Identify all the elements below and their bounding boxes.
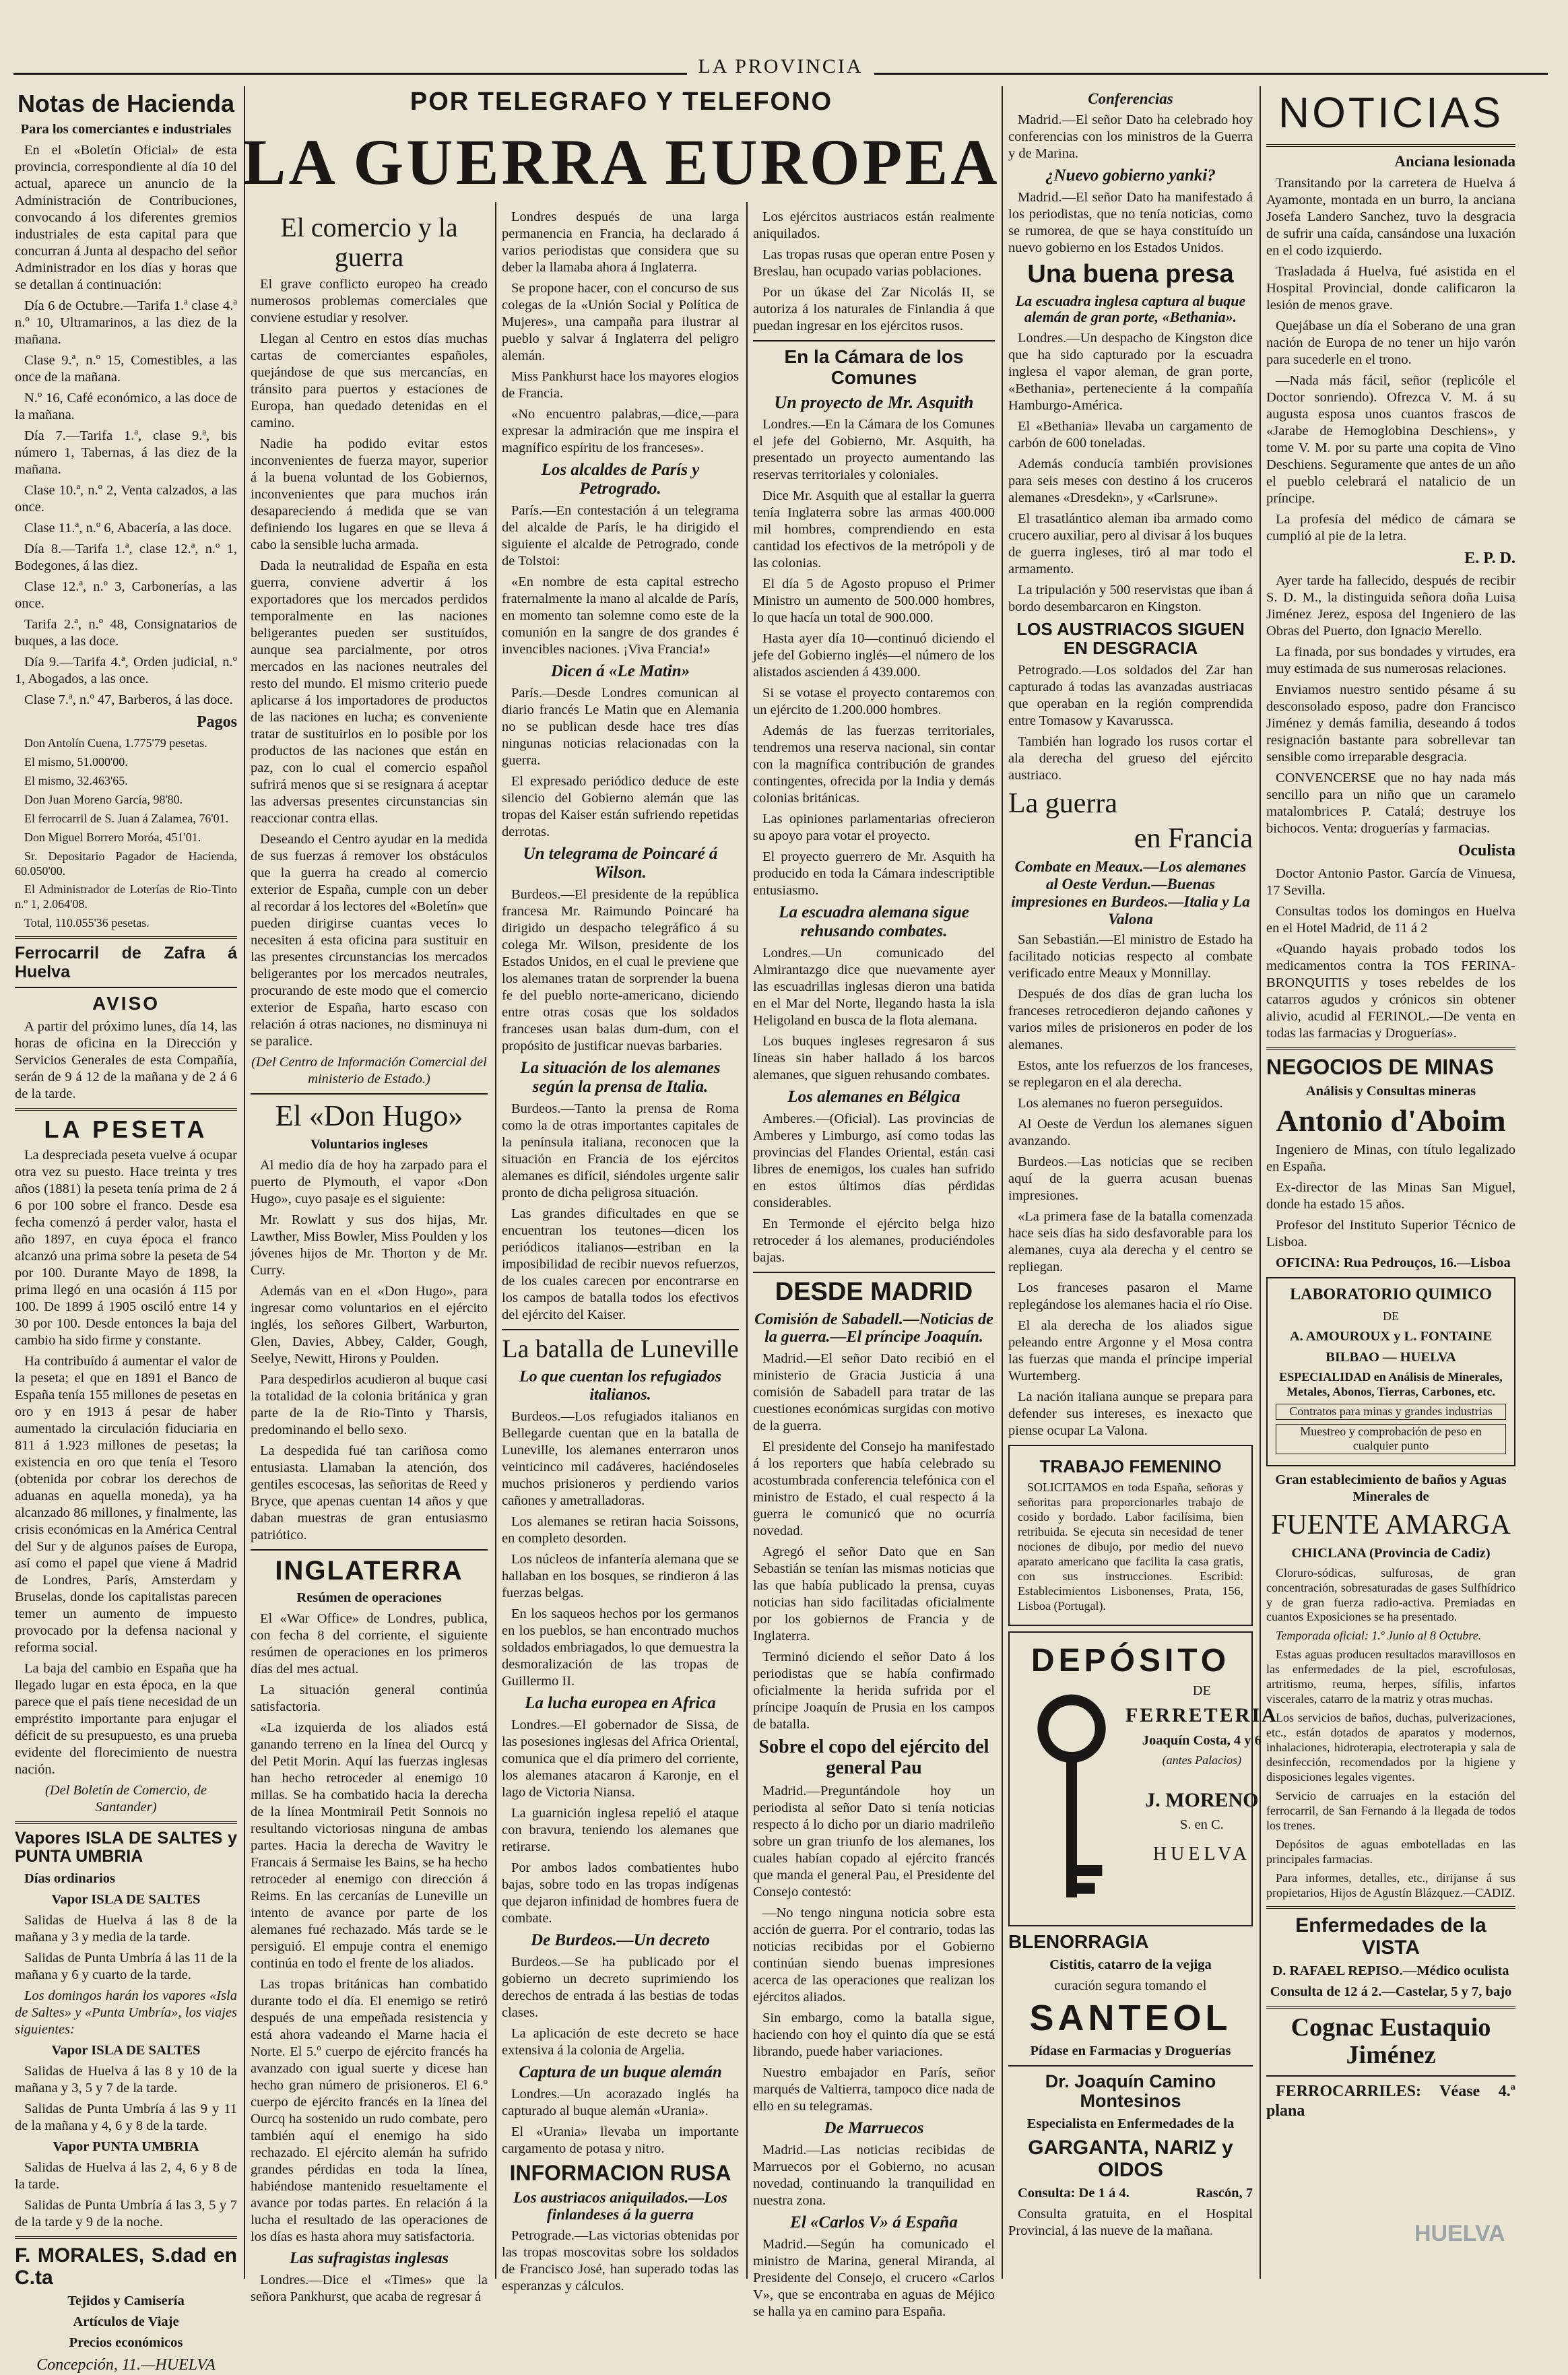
article-text: Burdeos.—Tanto la prensa de Roma como la de otras importantes capitales de la península italiana, reconocen que la situación en Francia de los ejércitos alemanes es difícil, siéndoles urgente salir pronto de dicha peligrosa situación. [502, 1101, 739, 1200]
madrid-heading: DESDE MADRID [775, 1277, 973, 1306]
masthead [13, 55, 1548, 82]
peseta-text: La baja del cambio en España que ha llegado lugar en esta época, en la que parece que el país tiene necesidad de un empréstito importante para enjugar el déficit de su presupuesto, es una prueba evidente del florecimiento de nuestra nación. [15, 1660, 237, 1777]
divider [251, 1549, 488, 1551]
article-text: Hasta ayer día 10—continuó diciendo el jefe del Gobierno inglés—el número de los alistados ascienden á 439.000. [753, 630, 995, 680]
ferreteria-city: HUELVA [1152, 1844, 1251, 1865]
repiso-consulta: Consulta de 12 á 2.—Castelar, 5 y 7, bajo [1270, 1984, 1512, 1999]
article-source: (Del Centro de Información Comercial del ministerio de Estado.) [251, 1055, 487, 1086]
schedule-text: Los domingos harán los vapores «Isla de Saltes» y «Punta Umbría», los viajes siguientes: [15, 1988, 237, 2037]
aboim-name: Antonio d'Aboim [1276, 1103, 1506, 1138]
repiso-name: D. RAFAEL REPISO.—Médico oculista [1272, 1963, 1509, 1978]
article-text: La despedida fué tan cariñosa como entusiasta. Llamaban la atención, dos gentiles escocesas, las señoritas de Reed y Bryce, que apenas cuentan 14 años y que daban muestras de gran entusiasmo patriótico. [251, 1443, 488, 1543]
schedule-text: Salidas de Huelva á las 2, 4, 6 y 8 de la tarde. [15, 2159, 237, 2192]
captura-heading: Captura de un buque alemán [519, 2062, 722, 2081]
article-text: En los saqueos hechos por los germanos en los pueblos, se han encontrado muchos soldados embriagados, lo que demuestra la desmoralización de las tropas de Guillermo II. [502, 1606, 739, 1689]
divider [15, 1821, 237, 1824]
anciana-heading: Anciana lesionada [1394, 153, 1515, 170]
burdeos-heading: De Burdeos.—Un decreto [531, 1930, 710, 1949]
article-text: Las grandes dificultades en que se encuentran los teutones—dicen los periódicos italianos—estriban en la imposibilidad de recibir nuevos refuerzos, de los cuales carecen por encontrarse en los campos de batalla todos los efectivos del ejército del Kaiser. [502, 1206, 739, 1322]
peseta-source: (Del Boletín de Comercio, de Santander) [44, 1782, 207, 1815]
article-text: En Termonde el ejército belga hizo retroceder á los alemanes, produciéndoles bajas. [753, 1216, 995, 1265]
peseta-text: La despreciada peseta vuelve á ocupar otra vez su puesto. Hace treinta y tres años (1881) la peseta tenía prima de 2 á 6 por 100 sobre el franco. Desde esa fecha comenzó á perder valor, hasta el año 1897, en cuya época el franco alcanzó una prima sobre la peseta de 54 por 100. Durante Mayo de 1898, la prima llegó en una ocasión á 115 por 100. De 1899 á 1905 osciló entre 14 y 30 por 100. Desde entonces la baja del cambio ha sido firme y constante. [15, 1147, 237, 1348]
article-text: San Sebastián.—El ministro de Estado ha facilitado noticias respecto al combate verificado entre Meaux y Monnillay. [1008, 932, 1253, 981]
article-text: El día 5 de Agosto propuso el Primer Ministro un aumento de 500.000 hombres, lo que hacía un total de 900.000. [753, 576, 995, 625]
article-text: El «Bethania» llevaba un cargamento de carbón de 600 toneladas. [1008, 418, 1253, 451]
article-text: La profesía del médico de cámara se cumplió al pie de la letra. [1266, 512, 1515, 544]
article-text: —No tengo ninguna noticia sobre esta acción de guerra. Por el contrario, todas las noticias recibidas por el Gobierno continúan siendo buenas impresiones acerca de las operaciones que realizan los ejércitos aliados. [753, 1905, 995, 2005]
yanki-heading: ¿Nuevo gobierno yanki? [1045, 166, 1216, 185]
tarifa-item: Día 6 de Octubre.—Tarifa 1.ª clase 4.ª n.º 10, Ultramarinos, a las diez de la mañana. [15, 298, 237, 347]
article-text: Llegan al Centro en estos días muchas cartas de comerciantes españoles, quejándose de que sus mercancías, en tránsito para puertos y estaciones de Europa, han quedado detenidas en el camino. [251, 331, 488, 430]
divider [1266, 2006, 1515, 2009]
lab-spec: ESPECIALIDAD en Análisis de Minerales, Metales, Abonos, Tierras, Carbones, etc. [1279, 1369, 1503, 1398]
article-text: Madrid.—El señor Dato ha celebrado hoy conferencias con los ministros de la Guerra y de Marina. [1008, 112, 1253, 161]
schedule-text: Salidas de Punta Umbría á las 11 de la mañana y 6 y cuarto de la tarde. [15, 1950, 237, 1982]
article-text: Enviamos nuestro sentido pésame á su desconsolado esposo, padre don Francisco Jiménez y demás familia, deseando á todos resignación bastante para sobrellevar tan sensible como irreparable desgracia. [1266, 682, 1515, 765]
article-text: La finada, por sus bondades y virtudes, era muy estimada de sus numerosas relaciones. [1266, 645, 1515, 677]
pau-heading: Sobre el copo del ejército del general Pau [758, 1736, 989, 1779]
article-text: «La primera fase de la batalla comenzada hace seis días ha sido desfavorable para los alemanes, cuya ala derecha y el centro se repliegan. [1008, 1209, 1253, 1275]
divider [251, 1093, 488, 1095]
article-text: Madrid.—Las noticias recibidas de Marruecos por el Gobierno, no acusan novedad, continuando la tranquilidad en nuestra zona. [753, 2142, 995, 2208]
fuente-text: Estas aguas producen resultados maravillosos en las enfermedades de la piel, escrofulosas, artritismo, reuma, herpes, sífilis, infartos viscerales, catarro de la matriz y otras muchas. [1266, 1648, 1515, 1706]
article-text: CONVENCERSE que no hay nada más sencillo para un niño que un caramelo matalombrices P. Catalá; destruye los bichocos. Venta: droguerías y farmacias. [1266, 771, 1515, 837]
lab-muestras: Muestreo y comprobación de peso en cualquier punto [1276, 1424, 1506, 1455]
banner-title: LA GUERRA EUROPEA [242, 126, 1000, 198]
article-text: Las tropas rusas que operan entre Posen y Breslau, han ocupado varias poblaciones. [753, 247, 995, 279]
article-text: El «War Office» de Londres, publica, con fecha 8 del corriente, el siguiente resúmen de operaciones en los primeros días del mes actual. [251, 1611, 488, 1677]
doctor-spec-2: GARGANTA, NARIZ y OIDOS [1028, 2136, 1233, 2181]
sufragistas-heading: Las sufragistas inglesas [289, 2250, 449, 2268]
fuente-pre: Gran establecimiento de baños y Aguas Minerales de [1275, 1472, 1507, 1505]
article-text: Londres.—El gobernador de Sissa, de las posesiones inglesas del Africa Oriental, comunica que el día primero del corriente, los alemanes atacaron á Karonje, en el lago de Victoria Niansa. [502, 1717, 739, 1800]
chiclana: CHICLANA (Provincia de Cadiz) [1291, 1545, 1491, 1561]
fuente-text: Para informes, detalles, etc., dirijanse á sus propietarios, Hijos de Agustín Blázquez.—CADIZ. [1266, 1870, 1515, 1899]
article-text: Ayer tarde ha fallecido, después de recibir S. D. M., la distinguida señora doña Luisa Jiménez Jerez, esposa del Ingeniero de las Obras del Puerto, don Ignacio Merello. [1266, 573, 1515, 639]
morales-line: Artículos de Viaje [73, 2314, 179, 2329]
article-text: Trasladada á Huelva, fué asistida en el Hospital Provincial, donde calificaron la lesión de menos grave. [1266, 264, 1515, 313]
pago-item: Don Juan Moreno García, 98'80. [24, 792, 183, 806]
article-text: Miss Pankhurst hace los mayores elogios de Francia. [502, 369, 739, 401]
article-text: «Quando hayais probado todos los medicamentos contra la TOS FERINA-BRONQUITIS y toses rebeldes de los catarros agudos y crónicos sin obtener alivio, acudid al FERINOL.—De venta en todas las farmacias y Droguerías». [1266, 941, 1515, 1041]
schedule-text: Salidas de Punta Umbría á las 3, 5 y 7 de la tarde y 9 de la noche. [15, 2197, 237, 2230]
poincare-heading: Un telegrama de Poincaré á Wilson. [523, 845, 718, 882]
article-text: El grave conflicto europeo ha creado numerosos problemas comerciales que conviene estudiar y resolver. [251, 277, 488, 325]
fuente-text: Cloruro-sódicas, sulfurosas, de gran concentración, sobresaturadas de gases Sulfhídrico y de gran fuerza radio-activa. Premiadas en cuantos Exposiciones se ha presentado. [1266, 1565, 1515, 1624]
article-text: Además van en el «Don Hugo», para ingresar como voluntarios en el ejército inglés, los señores Gilbert, Warburton, Glen, Davies, Abbey, Calder, Gough, Seelye, Newitt, Hirons y Poulden. [251, 1284, 488, 1367]
blenorragia-heading: BLENORRAGIA [1008, 1931, 1149, 1953]
lab-cities: BILBAO — HUELVA [1326, 1349, 1456, 1365]
article-text: Madrid.—El señor Dato ha manifestado á los periodistas, que no tenía noticias, como se rumorea, de que se haya constituído un nuevo gobierno en los Estados Unidos. [1008, 189, 1253, 255]
vista-heading: Enfermedades de la VISTA [1295, 1914, 1487, 1959]
ferreteria-address-note: (antes Palacios) [1162, 1753, 1242, 1767]
article-text: París.—En contestación á un telegrama del alcalde de París, le ha dirigido el siguiente el alcalde de Petrogrado, conde de Tolstoi: [502, 503, 739, 568]
blenorragia-cure: curación segura tomando el [1054, 1978, 1207, 1994]
santeol-title: SANTEOL [1029, 1998, 1232, 2039]
article-text: Burdeos.—Las noticias que se reciben aquí de la guerra acusan buenas impresiones. [1008, 1154, 1253, 1204]
column-2 [251, 209, 488, 2305]
doctor-name: Dr. Joaquín Camino Montesinos [1045, 2071, 1216, 2112]
luneville-heading: La batalla de Luneville [502, 1335, 739, 1363]
article-text: El ala derecha de los aliados sigue peleando entre Argonne y el Mosa contra las fuerzas que manda el príncipe imperial Wurtemberg. [1008, 1318, 1253, 1384]
fuente-temporada: Temporada oficial: 1.º Junio al 8 Octubre. [1276, 1629, 1482, 1643]
oculista-heading: Oculista [1458, 842, 1515, 860]
aboim-text: Profesor del Instituto Superior Técnico de Lisboa. [1266, 1218, 1515, 1250]
article-text: La tripulación y 500 reservistas que iban á bordo desembarcaron en Kingston. [1008, 582, 1253, 614]
pago-item: El mismo, 32.463'65. [24, 773, 128, 787]
divider [753, 340, 995, 341]
column-rule [1002, 86, 1003, 2279]
refugiados-heading: Lo que cuentan los refugiados italianos. [519, 1367, 722, 1404]
article-text: Para despedirlos acudieron al buque casi la totalidad de la colonia británica y gran parte de la de Rio-Tinto y Tharsis, predominando el bello sexo. [251, 1372, 488, 1438]
article-text: París.—Desde Londres comunican al diario francés Le Matin que en Alemania no se publican desde hace tres días ningunas noticias relacionadas con la guerra. [502, 686, 739, 768]
dias-ordinarios: Días ordinarios [24, 1870, 115, 1886]
article-text: El trasatlántico aleman iba armado como crucero auxiliar, pero al divisar á los buques de guerra ingleses, tiró al mar todo el armamento. [1008, 511, 1253, 577]
pago-item: El mismo, 51.000'00. [24, 754, 128, 769]
pago-item: El Administrador de Loterías de Rio-Tinto n.º 1, 2.064'08. [15, 882, 237, 911]
article-text: Madrid.—Según ha comunicado el ministro de Marina, general Miranda, al Presidente del Consejo, el crucero «Carlos V», que se encontraba en aguas de Méjico se halla ya en camino para España. [753, 2236, 995, 2319]
divider [15, 1108, 237, 1111]
morales-address: Concepción, 11.—HUELVA [36, 2355, 216, 2374]
doctor-consulta: Consulta: De 1 á 4. [1018, 2185, 1130, 2201]
article-text: El «Urania» llevaba un importante cargamento de potasa y nitro. [502, 2124, 739, 2156]
article-text: Londres.—Dice el «Times» que la señora Pankhurst, que acaba de regresar á [251, 2273, 488, 2305]
tarifa-item: Clase 12.ª, n.º 3, Carbonerías, a las once. [15, 579, 237, 611]
schedule-text: Salidas de Huelva á las 8 de la mañana y 3 y media de la tarde. [15, 1912, 237, 1945]
divider [1266, 1906, 1515, 1909]
morales-ad-title: F. MORALES, S.dad en C.ta [15, 2244, 237, 2289]
doctor-spec: Especialista en Enfermedades de la [1026, 2116, 1235, 2131]
doctor-free: Consulta gratuita, en el Hospital Provincial, á las nueve de la mañana. [1008, 2206, 1253, 2238]
schedule-text: Salidas de Huelva á las 8 y 10 de la mañana y 3, 5 y 7 de la tarde. [15, 2063, 237, 2095]
aviso-text: A partir del próximo lunes, día 14, las horas de oficina en la Dirección y Servicios Generales de esta Compañía, serán de 9 á 12 de la mañana y de 2 á 6 de la tarde. [15, 1019, 237, 1102]
article-text: Los alemanes no fueron perseguidos. [1018, 1096, 1223, 1111]
lab-title: LABORATORIO QUIMICO [1290, 1286, 1492, 1304]
hacienda-text: En el «Boletín Oficial» de esta provincia, correspondiente al día 10 del actual, aparece un anuncio de la Administración de Contribuciones, convocando á los diferentes gremios industriales de esta capital para que concurran á Junta al despacho del señor Administrador en los días y horas que se detallan á continuación: [15, 142, 237, 292]
article-text: Transitando por la carretera de Huelva á Ayamonte, montada en un burro, la anciana Josefa Landero Sanchez, tuvo la desgracia de sufrir una caída, cansándose una luxación en el codo izquierdo. [1266, 176, 1515, 259]
article-text: Los buques ingleses regresaron á sus líneas sin haber hallado á los barcos alemanes, que siguen rehusando combates. [753, 1033, 995, 1082]
comercio-heading: El comercio y la guerra [280, 212, 458, 272]
article-text: Mr. Rowlatt y sus dos hijas, Mr. Lawther, Miss Bowler, Miss Poulden y los jóvenes hijos de Mr. Thorton y de Mr. Curry. [251, 1212, 488, 1278]
pagos-heading: Pagos [197, 713, 237, 731]
article-text: Dice Mr. Asquith que al estallar la guerra tenía Inglaterra sobre las armas 400.000 mil hombres, comprendiendo en esta cantidad los efectivos de la metrópoli y de las colonias. [753, 488, 995, 571]
epd-heading: E. P. D. [1464, 550, 1515, 568]
trabajo-text: SOLICITAMOS en toda España, señoras y señoritas para proporcionarles trabajo de cosido y bordado. Labor facilísima, bien retribuida. Se ejecuta sin necesidad de tener nociones de dibujo, por medio del nuevo aparato americano que facilita la casa gratis, con sus instrucciones. Escribid: Establecimientos Lisbonenses, Prata, 156, Lisboa (Portugal). [1018, 1480, 1243, 1613]
morales-line: Precios económicos [69, 2335, 183, 2350]
deposito-title: DEPÓSITO [1031, 1642, 1231, 1679]
cognac-heading: Cognac Eustaquio Jiménez [1291, 2013, 1491, 2070]
article-text: El proyecto guerrero de Mr. Asquith ha producido en toda la Cámara indescriptible entusiasmo. [753, 849, 995, 898]
inglaterra-subheading: Resúmen de operaciones [296, 1590, 442, 1606]
ferreteria-ad [1008, 1631, 1278, 1927]
article-text: Por un úkase del Zar Nicolás II, se autoriza á los naturales de Finlandia á que puedan ingresar en los ejércitos rusos. [753, 285, 995, 333]
article-text: Además de las fuerzas territoriales, tendremos una reserva nacional, sin contar con la magnífica contribución de grandes contingentes, ofrecida por la India y demás colonias británicas. [753, 723, 995, 806]
le-matin-heading: Dicen á «Le Matin» [550, 662, 690, 680]
article-text: El presidente del Consejo ha manifestado á los reporters que había celebrado su acostumbrada conferencia telefónica con el ministro de Estado, el cual respecto á la guerra le comunicó que no ocurría novedad. [753, 1439, 995, 1539]
divider [1266, 1047, 1515, 1050]
hacienda-subheading: Para los comerciantes e industriales [20, 121, 232, 137]
library-seal: HUELVA [1414, 2221, 1505, 2246]
ferreteria-title: FERRETERIA [1125, 1704, 1278, 1727]
divider [15, 936, 237, 939]
asquith-heading: Un proyecto de Mr. Asquith [774, 392, 974, 412]
vapor-saltes-label: Vapor ISLA DE SALTES [51, 1891, 201, 1907]
article-text: Los ejércitos austriacos están realmente aniquilados. [753, 209, 995, 241]
article-text: Burdeos.—Se ha publicado por el gobierno un decreto suprimiendo los derechos de entrada á las bestias de todas clases. [502, 1954, 739, 2020]
italia-heading: La situación de los alemanes según la prensa de Italia. [520, 1059, 721, 1096]
divider [15, 2236, 237, 2239]
article-text: Terminó diciendo el señor Dato á los periodistas que se había confirmado oficialmente la herida sufrida por el príncipe Joaquín de Prusia en los campos de batalla. [753, 1650, 995, 1732]
laboratorio-ad [1266, 1277, 1515, 1466]
ferrocarril-heading: Ferrocarril de Zafra á Huelva [15, 944, 237, 981]
africa-heading: La lucha europea en Africa [525, 1693, 716, 1712]
masthead-title: LA PROVINCIA [687, 55, 874, 77]
peseta-text: Ha contribuído á aumentar el valor de la peseta; el que en 1891 el Banco de España tenía 155 millones de pesetas en oro y en 1913 á pesar de haber aumentado la circulación fiduciaria en 811 á 1.923 millones de pesetas; la existencia en oro que tenía el Tesoro (obtenida por cobrar los derechos de aduanas en aquella moneda), ya ha alcanzado 86 millones, y finalmente, las crisis económicas en la América Central del Sur y de algunos países de Europa, así como el papel que viene á Madrid de Londres, París, Amsterdam y Bruselas, donde los capitalistas parecen temer un aumento de impuesto provocado por la defensa nacional y reforma social. [15, 1353, 237, 1655]
lab-de: DE [1383, 1309, 1399, 1323]
column-3 [502, 209, 739, 2294]
article-text: La guarnición inglesa repelió el ataque con bravura, teniendo los alemanes que retirarse. [502, 1805, 739, 1854]
inglaterra-heading: INGLATERRA [275, 1556, 463, 1586]
article-text: Los alemanes se retiran hacia Soissons, en completo desorden. [502, 1514, 739, 1546]
column-rule [746, 202, 748, 2279]
article-text: Al medio día de hoy ha zarpado para el puerto de Plymouth, el vapor «Don Hugo», cuyo pasaje es el siguiente: [251, 1158, 488, 1207]
ferreteria-owner-2: S. en C. [1179, 1817, 1224, 1833]
column-rule [1260, 86, 1261, 2279]
article-text: Por ambos lados combatientes hubo bajas, sobre todo en las tropas indígenas que dejaron infinidad de hombres fuera de combate. [502, 1860, 739, 1926]
aviso-heading: AVISO [92, 993, 160, 1014]
noticias-title: NOTICIAS [1278, 88, 1504, 137]
article-text: Amberes.—(Oficial). Las provincias de Amberes y Limburgo, así como todas las provincias del Flandes Oriental, están casi libres de enemigos, los cuales han sufrido en estos últimos días pérdidas considerables. [753, 1111, 995, 1210]
ferrocarriles-note: FERROCARRILES: Véase 4.ª plana [1266, 2083, 1515, 2120]
article-text: Los franceses pasaron el Marne replegándose los alemanes hacia el río Oise. [1008, 1280, 1253, 1313]
article-text: Después de dos días de gran lucha los franceses retrocedieron dejando cañones y varios miles de prisioneros en poder de los alemanes. [1008, 987, 1253, 1053]
don-hugo-subheading: Voluntarios ingleses [310, 1137, 428, 1152]
article-text: Petrograde.—Las victorias obtenidas por las tropas moscovitas sobre los soldados de Francisco José, han superado todas las esperanzas y cálculos. [502, 2228, 739, 2294]
hacienda-heading: Notas de Hacienda [17, 90, 235, 117]
conferencias-heading: Conferencias [1088, 90, 1173, 107]
pago-item: El ferrocarril de S. Juan á Zalamea, 76'01. [24, 811, 229, 825]
minas-heading: NEGOCIOS DE MINAS [1266, 1054, 1494, 1079]
guerra-francia-heading: La guerra [1008, 787, 1118, 819]
presa-heading: Una buena presa [1027, 259, 1234, 288]
article-text: También han logrado los rusos cortar el ala derecha del grueso del ejército austriaco. [1008, 734, 1253, 783]
austriacos-desgracia-heading: LOS AUSTRIACOS SIGUEN EN DESGRACIA [1016, 618, 1245, 659]
column-rule [244, 86, 245, 2279]
doctor-address: Rascón, 7 [1196, 2185, 1253, 2201]
vapor-punta-label: Vapor PUNTA UMBRIA [53, 2139, 199, 2154]
article-text: Además conducía también provisiones para seis meses con destino á los cruceros alemanes «Dresdekn», y «Carlsrune». [1008, 456, 1253, 505]
article-text: Las tropas británicas han combatido durante todo el día. El enemigo se retiró después de una empeñada resistencia y está ahora vadeando el Marne hacia el Norte. El 5.º cuerpo de ejército francés ha avanzado con igual suerte y dicese han hecho gran número de prisioneros. El 6.º cuerpo de ejército francés en la línea del Ourcq ha sostenido un rudo combate, pero también aquí el enemigo ha sido rechazado. El ejército alemán ha sufrido grandes pérdidas en toda la línea, habiéndose mantenido resueltamente el avance por todas partes. En relación á la lucha el resultado de las operaciones de los días es hasta ahora muy satisfactoria. [251, 1977, 488, 2245]
aboim-text: Ingeniero de Minas, con título legalizado en España. [1266, 1142, 1515, 1175]
article-text: Madrid.—Preguntándole hoy un periodista al señor Dato si tenía noticias respecto á lo dicho por un diario madrileño sobre un gran triunfo de los alemanes, los cuales habían copado al ejército francés que manda el general Pau, el Presidente del Consejo contestó: [753, 1783, 995, 1899]
don-hugo-heading: El «Don Hugo» [275, 1099, 463, 1132]
column-6 [1266, 86, 1515, 2279]
deposito-de: DE [1192, 1683, 1212, 1699]
article-text: Madrid.—El señor Dato recibió en el ministerio de Gracia Justicia á una comisión de Sabadell para tratar de las cuestiones económicas surgidas con motivo de la guerra. [753, 1351, 995, 1434]
presa-subheading: La escuadra inglesa captura al buque alemán de gran porte, «Bethania». [1015, 292, 1246, 326]
schedule-text: Salidas de Punta Umbría á las 9 y 11 de la mañana y 4, 6 y 8 de la tarde. [15, 2101, 237, 2133]
column-4 [753, 209, 995, 2319]
tarifa-item: Clase 7.ª, n.º 47, Barberos, á las doce. [24, 692, 233, 707]
article-text: Al Oeste de Verdun los alemanes siguen avanzando. [1008, 1117, 1253, 1149]
fuente-text: Depósitos de aguas embotelladas en las principales farmacias. [1266, 1837, 1515, 1866]
lab-contracts: Contratos para minas y grandes industrias [1276, 1404, 1506, 1420]
vapores-heading: Vapores ISLA DE SALTES y PUNTA UMBRIA [15, 1828, 237, 1866]
article-text: Las opiniones parlamentarias ofrecieron su apoyo para votar el proyecto. [753, 811, 995, 843]
blenorragia-sub: Cistitis, catarro de la vejiga [1049, 1957, 1212, 1973]
divider [1266, 2075, 1515, 2077]
divider [753, 1272, 995, 1273]
ferreteria-address: Joaquín Costa, 4 y 6 [1142, 1732, 1262, 1748]
belgica-heading: Los alemanes en Bélgica [787, 1087, 960, 1106]
divider [1266, 144, 1515, 147]
sabadell-heading: Comisión de Sabadell.—Noticias de la guerra.—El príncipe Joaquín. [754, 1310, 993, 1346]
ferreteria-owner: J. MORENO [1145, 1788, 1259, 1811]
austriacos-heading: Los austriacos aniquilados.—Los finlandeses á la guerra [513, 2188, 727, 2223]
article-text: Londres.—En la Cámara de los Comunes el jefe del Gobierno, Mr. Asquith, ha presentado un proyecto aumentando las reservas territoriales y coloniales. [753, 416, 995, 482]
divider [502, 1329, 739, 1330]
santeol-sub: Pídase en Farmacias y Droguerías [1030, 2043, 1231, 2058]
trabajo-femenino-ad [1008, 1445, 1253, 1625]
article-text: Londres.—Un comunicado del Almirantazgo dice que nuevamente ayer las escuadrillas inglesas dieron una batida en el Mar del Norte, llegando hasta la isla Heligoland en busca de la flota alemana. [753, 945, 995, 1028]
article-text: El expresado periódico deduce de este silencio del Gobierno alemán que las tropas del Kaiser están sufriendo repetidas derrotas. [502, 774, 739, 839]
fuente-text: Los servicios de baños, duchas, pulverizaciones, etc., están dotados de aparatos y modernos, inhalaciones, hidroterapia, electroterapia y sala de desinfección, recomendados por la higiene y disposiciones legales vigentes. [1266, 1711, 1515, 1784]
comunes-heading: En la Cámara de los Comunes [784, 346, 964, 388]
pagos-list [15, 736, 237, 931]
article-text: La situación general continúa satisfactoria. [251, 1683, 488, 1715]
article-text: Petrogrado.—Los soldados del Zar han capturado á todas las avanzadas austriacas que operaban en la región comprendida entre Tomasow y Kavarussca. [1008, 662, 1253, 728]
key-icon [1018, 1689, 1125, 1912]
aboim-text: Ex-director de las Minas San Miguel, donde ha estado 15 años. [1266, 1180, 1515, 1212]
article-text: Dada la neutralidad de España en esta guerra, conviene advertir á los exportadores que los mercados perdidos temporalmente en las naciones beligerantes pueden ser sustituídos, aunque sea parcialmente, por otros mercados en las naciones neutrales del resto del mundo. El mismo criterio puede aplicarse á los importadores de productos de las naciones en lucha; es conveniente tratar de sustituirlos en lo posible por los productos de las naciones que están en paz, con lo cual el comercio español sufrirá menos que si se resignara á aceptar las adversas presentes circunstancias sin reaccionar contra ellas. [251, 558, 488, 826]
tarifa-item: Día 8.—Tarifa 1.ª, clase 12.ª, n.º 1, Bodegones, á las diez. [15, 541, 237, 573]
aboim-office: OFICINA: Rua Pedrouços, 16.—Lisboa [1276, 1256, 1511, 1271]
tarifas-list [15, 298, 237, 709]
tarifa-item: Tarifa 2.ª, n.º 48, Consignatarios de buques, a las doce. [15, 616, 237, 649]
fuente-title: FUENTE AMARGA [1271, 1509, 1511, 1541]
minas-sub: Análisis y Consultas mineras [1305, 1083, 1476, 1099]
article-text: Los núcleos de infantería alemana que se hallaban en los bosques, se rindieron á las fuerzas belgas. [502, 1551, 739, 1600]
article-text: Agregó el señor Dato que en San Sebastián se tenían las mismas noticias que las que había publicado la prensa, cuyas noticias han sido facilitadas oficialmente por los gobiernos de Francia y de Inglaterra. [753, 1544, 995, 1644]
rusa-heading: INFORMACION RUSA [509, 2160, 731, 2185]
article-text: La aplicación de este decreto se hace extensiva á la colonia de Argelia. [502, 2025, 739, 2058]
trabajo-heading: TRABAJO FEMENINO [1039, 1456, 1222, 1477]
article-text: Londres después de una larga permanencia en Francia, ha declarado á varios periodistas que considera que su deber la llamaba ahora á Inglaterra. [502, 209, 739, 275]
column-1 [15, 86, 237, 2374]
article-text: La nación italiana aunque se prepara para defender sus intereses, es inexacto que piense ocupar La Valona. [1008, 1390, 1253, 1439]
divider [1008, 2065, 1253, 2067]
column-rule [495, 202, 496, 2279]
article-text: Nuestro embajador en París, señor marqués de Valtierra, tampoco dice nada de ello en su telegramas. [753, 2064, 995, 2114]
alcaldes-heading: Los alcaldes de París y Petrogrado. [541, 461, 700, 498]
guerra-francia-heading-2: en Francia [1134, 823, 1253, 855]
article-text: Deseando el Centro ayudar en la medida de sus fuerzas á remover los obstáculos que la guerra ha creado al comercio exterior de España, cumple con un deber al recordar á los lectores del «Boletín» que pueden dirigirse cuantas veces lo necesiten á esta oficina para sustituir en las presentes circunstancias los mercados beligerantes por los mercados neutrales, procurando de este modo que el comercio exterior de España, harto escaso con relación á otras naciones, no disminuya ni se paralice. [251, 832, 488, 1049]
pago-item: Total, 110.055'36 pesetas. [24, 916, 150, 930]
carlos-v-heading: El «Carlos V» á España [790, 2213, 958, 2232]
article-text: Sin embargo, como la batalla sigue, haciendo con hoy el quinto día que se está librando, puede haber variaciones. [753, 2010, 995, 2059]
article-text: Estos, ante los refuerzos de los franceses, se replegaron en el ala derecha. [1008, 1058, 1253, 1091]
article-text: «En nombre de esta capital estrecho fraternalmente la mano al alcalde de París, en momento tan solemne como este de la comunión en la sangre de dos grandes é invencibles naciones. ¡Viva Francia!» [502, 575, 739, 657]
column-5 [1008, 86, 1278, 2279]
pago-item: Sr. Depositario Pagador de Hacienda, 60.050'00. [15, 849, 237, 878]
lab-names: A. AMOUROUX y L. FONTAINE [1289, 1328, 1493, 1344]
vapor-saltes-label: Vapor ISLA DE SALTES [51, 2042, 201, 2058]
tarifa-item: N.º 16, Café económico, a las doce de la mañana. [15, 390, 237, 422]
pago-item: Don Antolín Cuena, 1.775'79 pesetas. [24, 736, 207, 750]
article-text: «La izquierda de los aliados está ganando terreno en la línea del Ourcq y del Petit Morin. Aquí las fuerzas inglesas han hecho retroceder al enemigo 10 millas. Se ha combatido hacia la derecha de la línea Montmirail Petit Sonnois no resultando victoriosas ninguna de ambas partes. Hacia la derecha de Wavitry le Francais á Sermaise les Bains, se ha hecho retroceder al enemigo con dirección á Reims. En las cercanías de Luneville un intento de avance por parte de los alemanes fué rechazado. Más tarde se le persiguió. El empuje contra el enemigo continúa en todo el frente de los aliados. [251, 1720, 488, 1972]
article-text: Burdeos.—El presidente de la república francesa Mr. Raimundo Poincaré ha dirigido un despacho telegráfico á su colega Mr. Wilson, presidente de los Estados Unidos, en el cual le previene que los alemanes tratan de sorprender la buena fe del pueblo norte-americano, diciendo entre otras cosas que los soldados franceses usan balas dum-dum, con el propósito de justificar nuevas barbaries. [502, 887, 739, 1053]
article-text: Consultas todos los domingos en Huelva en el Hotel Madrid, de 11 á 2 [1266, 903, 1515, 936]
tarifa-item: Clase 11.ª, n.º 6, Abacería, a las doce. [24, 520, 232, 535]
article-text: Quejábase un día el Soberano de una gran nación de Europa de no tener un hijo varón para sucederle en el trono. [1266, 319, 1515, 368]
tarifa-item: Clase 10.ª, n.º 2, Venta calzados, a las once. [15, 482, 237, 515]
peseta-heading: LA PESETA [44, 1115, 208, 1144]
tarifa-item: Clase 9.ª, n.º 15, Comestibles, a las once de la mañana. [15, 352, 237, 385]
article-text: Doctor Antonio Pastor. García de Vinuesa, 17 Sevilla. [1266, 866, 1515, 898]
pago-item: Don Miguel Borrero Moróa, 451'01. [24, 830, 201, 844]
article-text: Londres.—Un despacho de Kingston dice que ha sido capturado por la escuadra inglesa el vapor aleman, de gran porte, «Bethania», perteneciente á la compañía Hamburgo-América. [1008, 330, 1253, 413]
article-text: —Nada más fácil, señor (replicóle el Doctor sonriendo). Ofrezca V. M. á su augusta esposa unos cuantos frascos de «Jarabe de Hemoglobina Deschiens», y tome V. M. por su parte una copita de Vino Deschiens. Seguramente que antes de un año el pueblo celebrará el natalicio de un príncipe. [1266, 373, 1515, 507]
morales-line: Tejidos y Camisería [67, 2293, 185, 2308]
tarifa-item: Día 7.—Tarifa 1.ª, clase 9.ª, bis número 1, Tabernas, á las diez de la mañana. [15, 428, 237, 477]
tarifa-item: Día 9.—Tarifa 4.ª, Orden judicial, n.º 1, Abogados, a las once. [15, 654, 237, 686]
war-banner [242, 88, 1000, 198]
francia-subheading: Combate en Meaux.—Los alemanes al Oeste Verdun.—Buenas impresiones en Burdeos.—Italia y La Valona [1011, 858, 1250, 928]
article-text: Se propone hacer, con el concurso de sus colegas de la «Unión Social y Política de Mujeres», una campaña para ilustrar al pueblo y salvar á Inglaterra del peligro alemán. [502, 281, 739, 363]
marruecos-heading: De Marruecos [824, 2118, 924, 2137]
article-text: Londres.—Un acorazado inglés ha capturado al buque alemán «Urania». [502, 2086, 739, 2118]
article-text: Burdeos.—Los refugiados italianos en Bellegarde cuentan que en la batalla de Luneville, los alemanes enterraron unos veinticinco mil cadáveres, haciéndoseles muchos prisioneros y perdiendo varios cañones y ametralladoras. [502, 1408, 739, 1508]
article-text: «No encuentro palabras,—dice,—para expresar la admiración que me inspira el magnífico espíritu de los franceses». [502, 407, 739, 455]
fuente-text: Servicio de carruajes en la estación del ferrocarril, de San Fernando á la llegada de todos los trenes. [1266, 1788, 1515, 1832]
divider [15, 987, 237, 988]
article-text: Si se votase el proyecto contaremos con un ejército de 1.200.000 hombres. [753, 685, 995, 717]
article-text: Nadie ha podido evitar estos inconvenientes de fuerza mayor, superior á la buena voluntad de los Gobiernos, inconvenientes que para muchos irán desapareciendo á medida que se van definiendo los lugares en que se lleva á cabo la sensible lucha armada. [251, 436, 488, 552]
banner-subtitle: POR TELEGRAFO Y TELEFONO [410, 88, 833, 116]
escuadra-heading: La escuadra alemana sigue rehusando combates. [779, 903, 969, 940]
